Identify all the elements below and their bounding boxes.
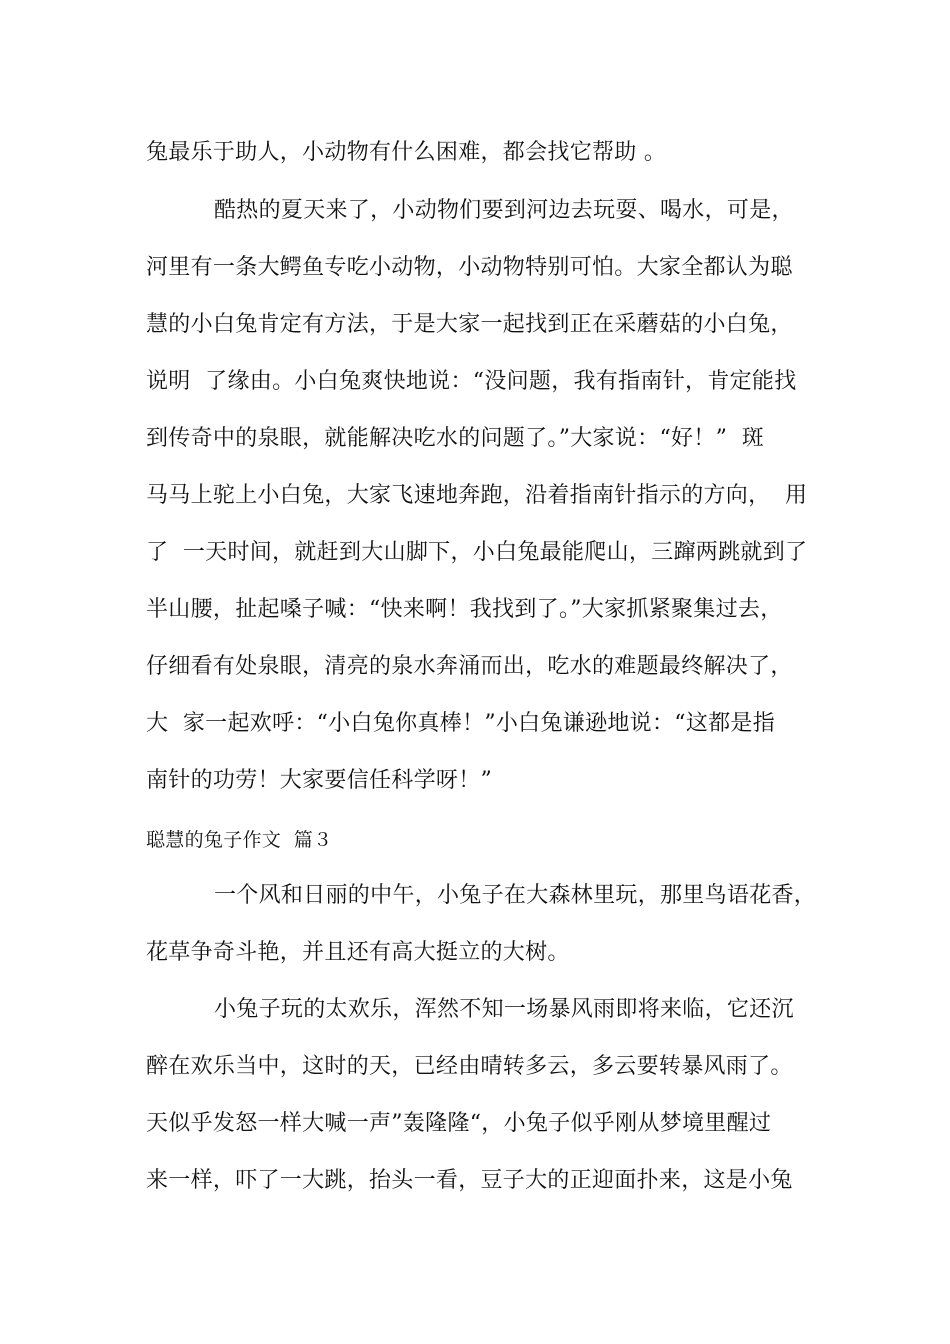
text-line: 兔最乐于助人，小动物有什么困难，都会找它帮助 。 (146, 140, 667, 165)
paragraph-start: 一个风和日丽的中午，小兔子在大森林里玩，那里鸟语花香， (214, 883, 817, 908)
text-line: 慧的小白兔肯定有方法，于是大家一起找到正在采蘑菇的小白兔， (146, 312, 793, 337)
text-line: 醉在欢乐当中，这时的天，已经由晴转多云，多云要转暴风雨了。 (146, 1054, 793, 1079)
paragraph-start: 酷热的夏天来了，小动物们要到河边去玩耍、喝水，可是， (214, 198, 794, 223)
text-line: 到传奇中的泉眼，就能解决吃水的问题了。”大家说：“好！” 斑 (146, 426, 765, 451)
text-line: 南针的功劳！大家要信任科学呀！” (146, 768, 493, 793)
text-line: 河里有一条大鳄鱼专吃小动物，小动物特别可怕。大家全都认为聪 (146, 255, 793, 280)
text-line: 大 家一起欢呼：“小白兔你真棒！”小白兔谦逊地说：“这都是指 (146, 711, 776, 736)
text-line: 仔细看有处泉眼，清亮的泉水奔涌而出，吃水的难题最终解决了， (146, 654, 793, 679)
section-heading: 聪慧的兔子作文 篇３ (146, 829, 333, 851)
text-line: 了 一天时间，就赶到大山脚下，小白兔最能爬山，三蹿两跳就到了 (146, 540, 808, 565)
text-line: 马马上驼上小白兔，大家飞速地奔跑，沿着指南针指示的方向， 用 (146, 483, 808, 508)
text-line: 天似乎发怒一样大喊一声”轰隆隆“，小兔子似乎刚从梦境里醒过 (146, 1111, 772, 1136)
paragraph-start: 小兔子玩的太欢乐，浑然不知一场暴风雨即将来临，它还沉 (214, 997, 794, 1022)
text-line: 半山腰，扯起嗓子喊：“快来啊！我找到了。”大家抓紧聚集过去， (146, 597, 783, 622)
text-line: 花草争奇斗艳，并且还有高大挺立的大树。 (146, 940, 570, 965)
text-line: 来一样，吓了一大跳，抬头一看，豆子大的正迎面扑来，这是小兔 (146, 1168, 793, 1193)
text-line: 说明 了缘由。小白兔爽快地说：“没问题，我有指南针，肯定能找 (146, 369, 797, 394)
